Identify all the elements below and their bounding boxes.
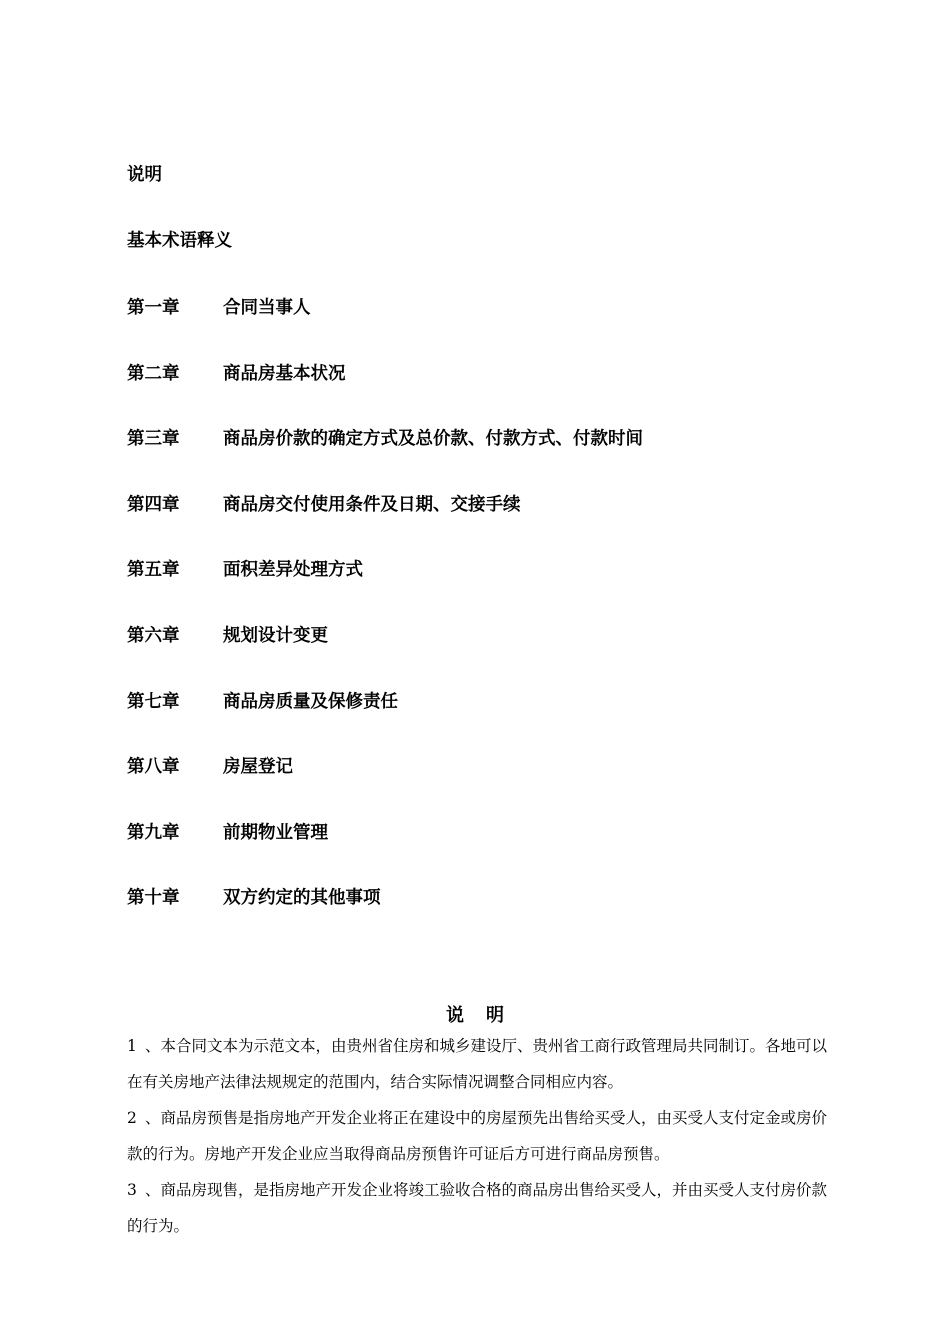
explanation-heading: 说明 — [446, 1005, 526, 1026]
toc-chapter-title: 规划设计变更 — [223, 626, 328, 646]
paragraph-text: 、商品房现售，是指房地产开发企业将竣工验收合格的商品房出售给买受人，并由买受人支付房价款的行为。 — [127, 1181, 828, 1235]
toc-intro-label: 说明 — [127, 165, 162, 185]
toc-chapter-number: 第十章 — [127, 888, 180, 908]
toc-entry-chapter — [127, 424, 643, 454]
toc-chapter-title: 双方约定的其他事项 — [223, 888, 381, 908]
toc-entry-terms — [127, 226, 232, 256]
explanation-body — [127, 1028, 827, 1244]
paragraph-number: 1 — [127, 1037, 137, 1055]
toc-chapter-number: 第五章 — [127, 560, 180, 580]
toc-chapter-number: 第七章 — [127, 692, 180, 712]
paragraph-text: 、本合同文本为示范文本，由贵州省住房和城乡建设厅、贵州省工商行政管理局共同制订。各地可以在有关房地产法律法规规定的范围内，结合实际情况调整合同相应内容。 — [127, 1037, 828, 1091]
toc-chapter-title: 商品房基本状况 — [223, 364, 346, 384]
toc-chapter-title: 商品房交付使用条件及日期、交接手续 — [223, 495, 521, 515]
toc-entry-chapter — [127, 621, 328, 651]
toc-entry-chapter — [127, 359, 346, 389]
toc-chapter-number: 第六章 — [127, 626, 180, 646]
toc-chapter-title: 前期物业管理 — [223, 823, 328, 843]
toc-entry-chapter — [127, 752, 293, 782]
toc-entry-chapter — [127, 293, 311, 323]
toc-entry-chapter — [127, 555, 363, 585]
toc-chapter-title: 商品房价款的确定方式及总价款、付款方式、付款时间 — [223, 429, 643, 449]
toc-chapter-number: 第二章 — [127, 364, 180, 384]
toc-entry-chapter — [127, 883, 381, 913]
toc-chapter-title: 面积差异处理方式 — [223, 560, 363, 580]
toc-chapter-number: 第四章 — [127, 495, 180, 515]
toc-terms-label: 基本术语释义 — [127, 231, 232, 251]
toc-chapter-title: 房屋登记 — [223, 757, 293, 777]
toc-chapter-number: 第八章 — [127, 757, 180, 777]
toc-entry-chapter — [127, 818, 328, 848]
explanation-paragraph — [127, 1172, 827, 1244]
paragraph-text: 、商品房预售是指房地产开发企业将正在建设中的房屋预先出售给买受人，由买受人支付定金或房价款的行为。房地产开发企业应当取得商品房预售许可证后方可进行商品房预售。 — [127, 1109, 828, 1163]
toc-chapter-title: 商品房质量及保修责任 — [223, 692, 398, 712]
toc-entry-chapter — [127, 490, 521, 520]
paragraph-number: 2 — [127, 1109, 137, 1127]
toc-entry-intro — [127, 160, 162, 190]
toc-chapter-number: 第九章 — [127, 823, 180, 843]
explanation-paragraph — [127, 1100, 827, 1172]
toc-entry-chapter — [127, 687, 398, 717]
toc-chapter-number: 第一章 — [127, 298, 180, 318]
paragraph-number: 3 — [127, 1181, 137, 1199]
toc-chapter-number: 第三章 — [127, 429, 180, 449]
explanation-paragraph — [127, 1028, 827, 1100]
toc-chapter-title: 合同当事人 — [223, 298, 311, 318]
